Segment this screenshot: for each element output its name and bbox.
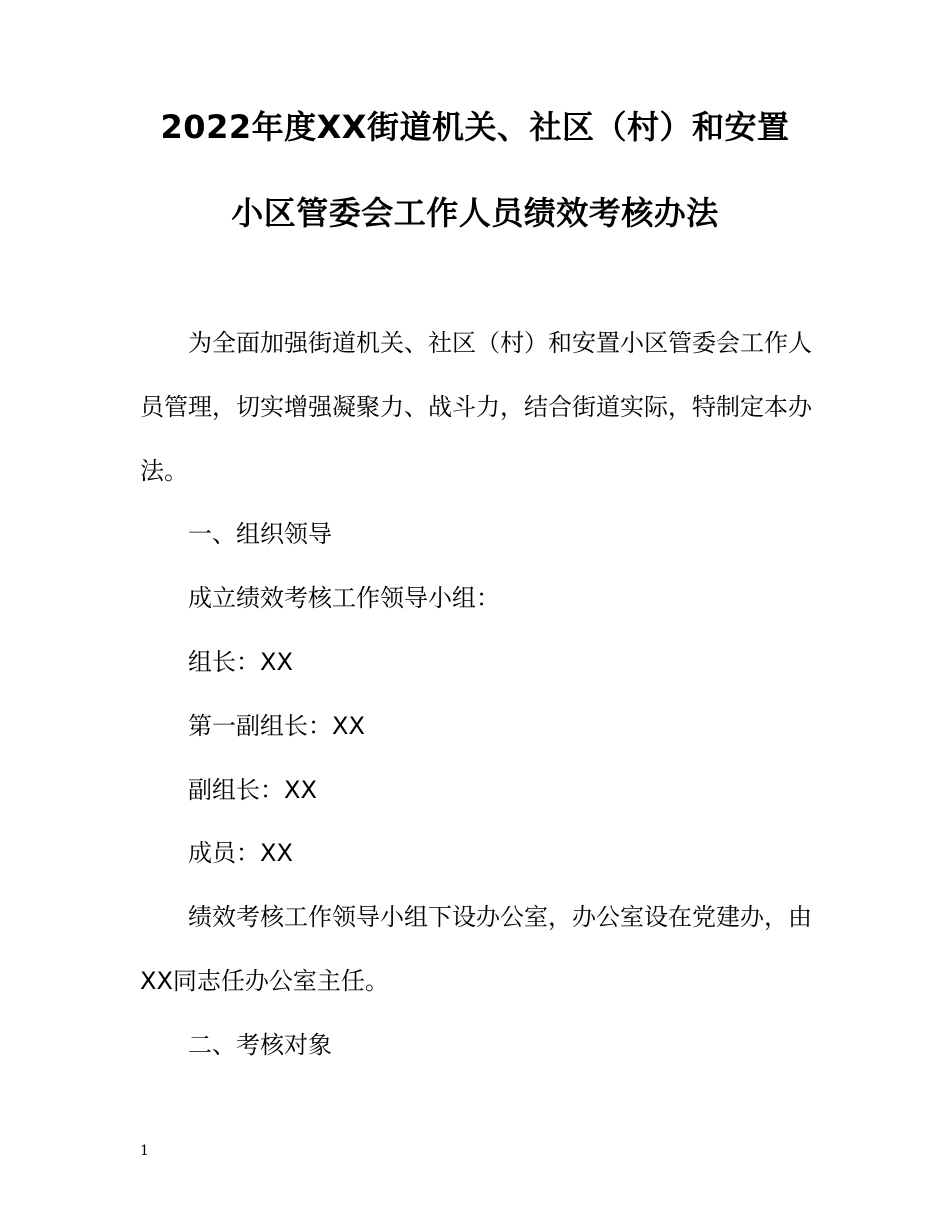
paragraph-leading-group: 成立绩效考核工作领导小组： [188, 584, 500, 613]
paragraph-first-deputy-leader: 第一副组长：XX [188, 711, 365, 740]
paragraph-office: 绩效考核工作领导小组下设办公室，办公室设在党建办，由XX同志任办公室主任。 [140, 903, 812, 995]
page-number: 1 [140, 1143, 149, 1159]
section-heading-targets: 二、考核对象 [188, 1030, 332, 1059]
section-heading-organization: 一、组织领导 [188, 520, 332, 549]
document-title-line-2: 小区管委会工作人员绩效考核办法 [231, 194, 719, 232]
document-title-line-1: 2022年度XX街道机关、社区（村）和安置 [160, 108, 790, 146]
paragraph-members: 成员：XX [188, 839, 293, 868]
paragraph-intro: 为全面加强街道机关、社区（村）和安置小区管委会工作人员管理，切实增强凝聚力、战斗力，结合街道实际，特制定本办法。 [140, 329, 812, 485]
paragraph-deputy-leader: 副组长：XX [188, 775, 317, 804]
paragraph-group-leader: 组长：XX [188, 647, 293, 676]
document-body [140, 312, 812, 1078]
